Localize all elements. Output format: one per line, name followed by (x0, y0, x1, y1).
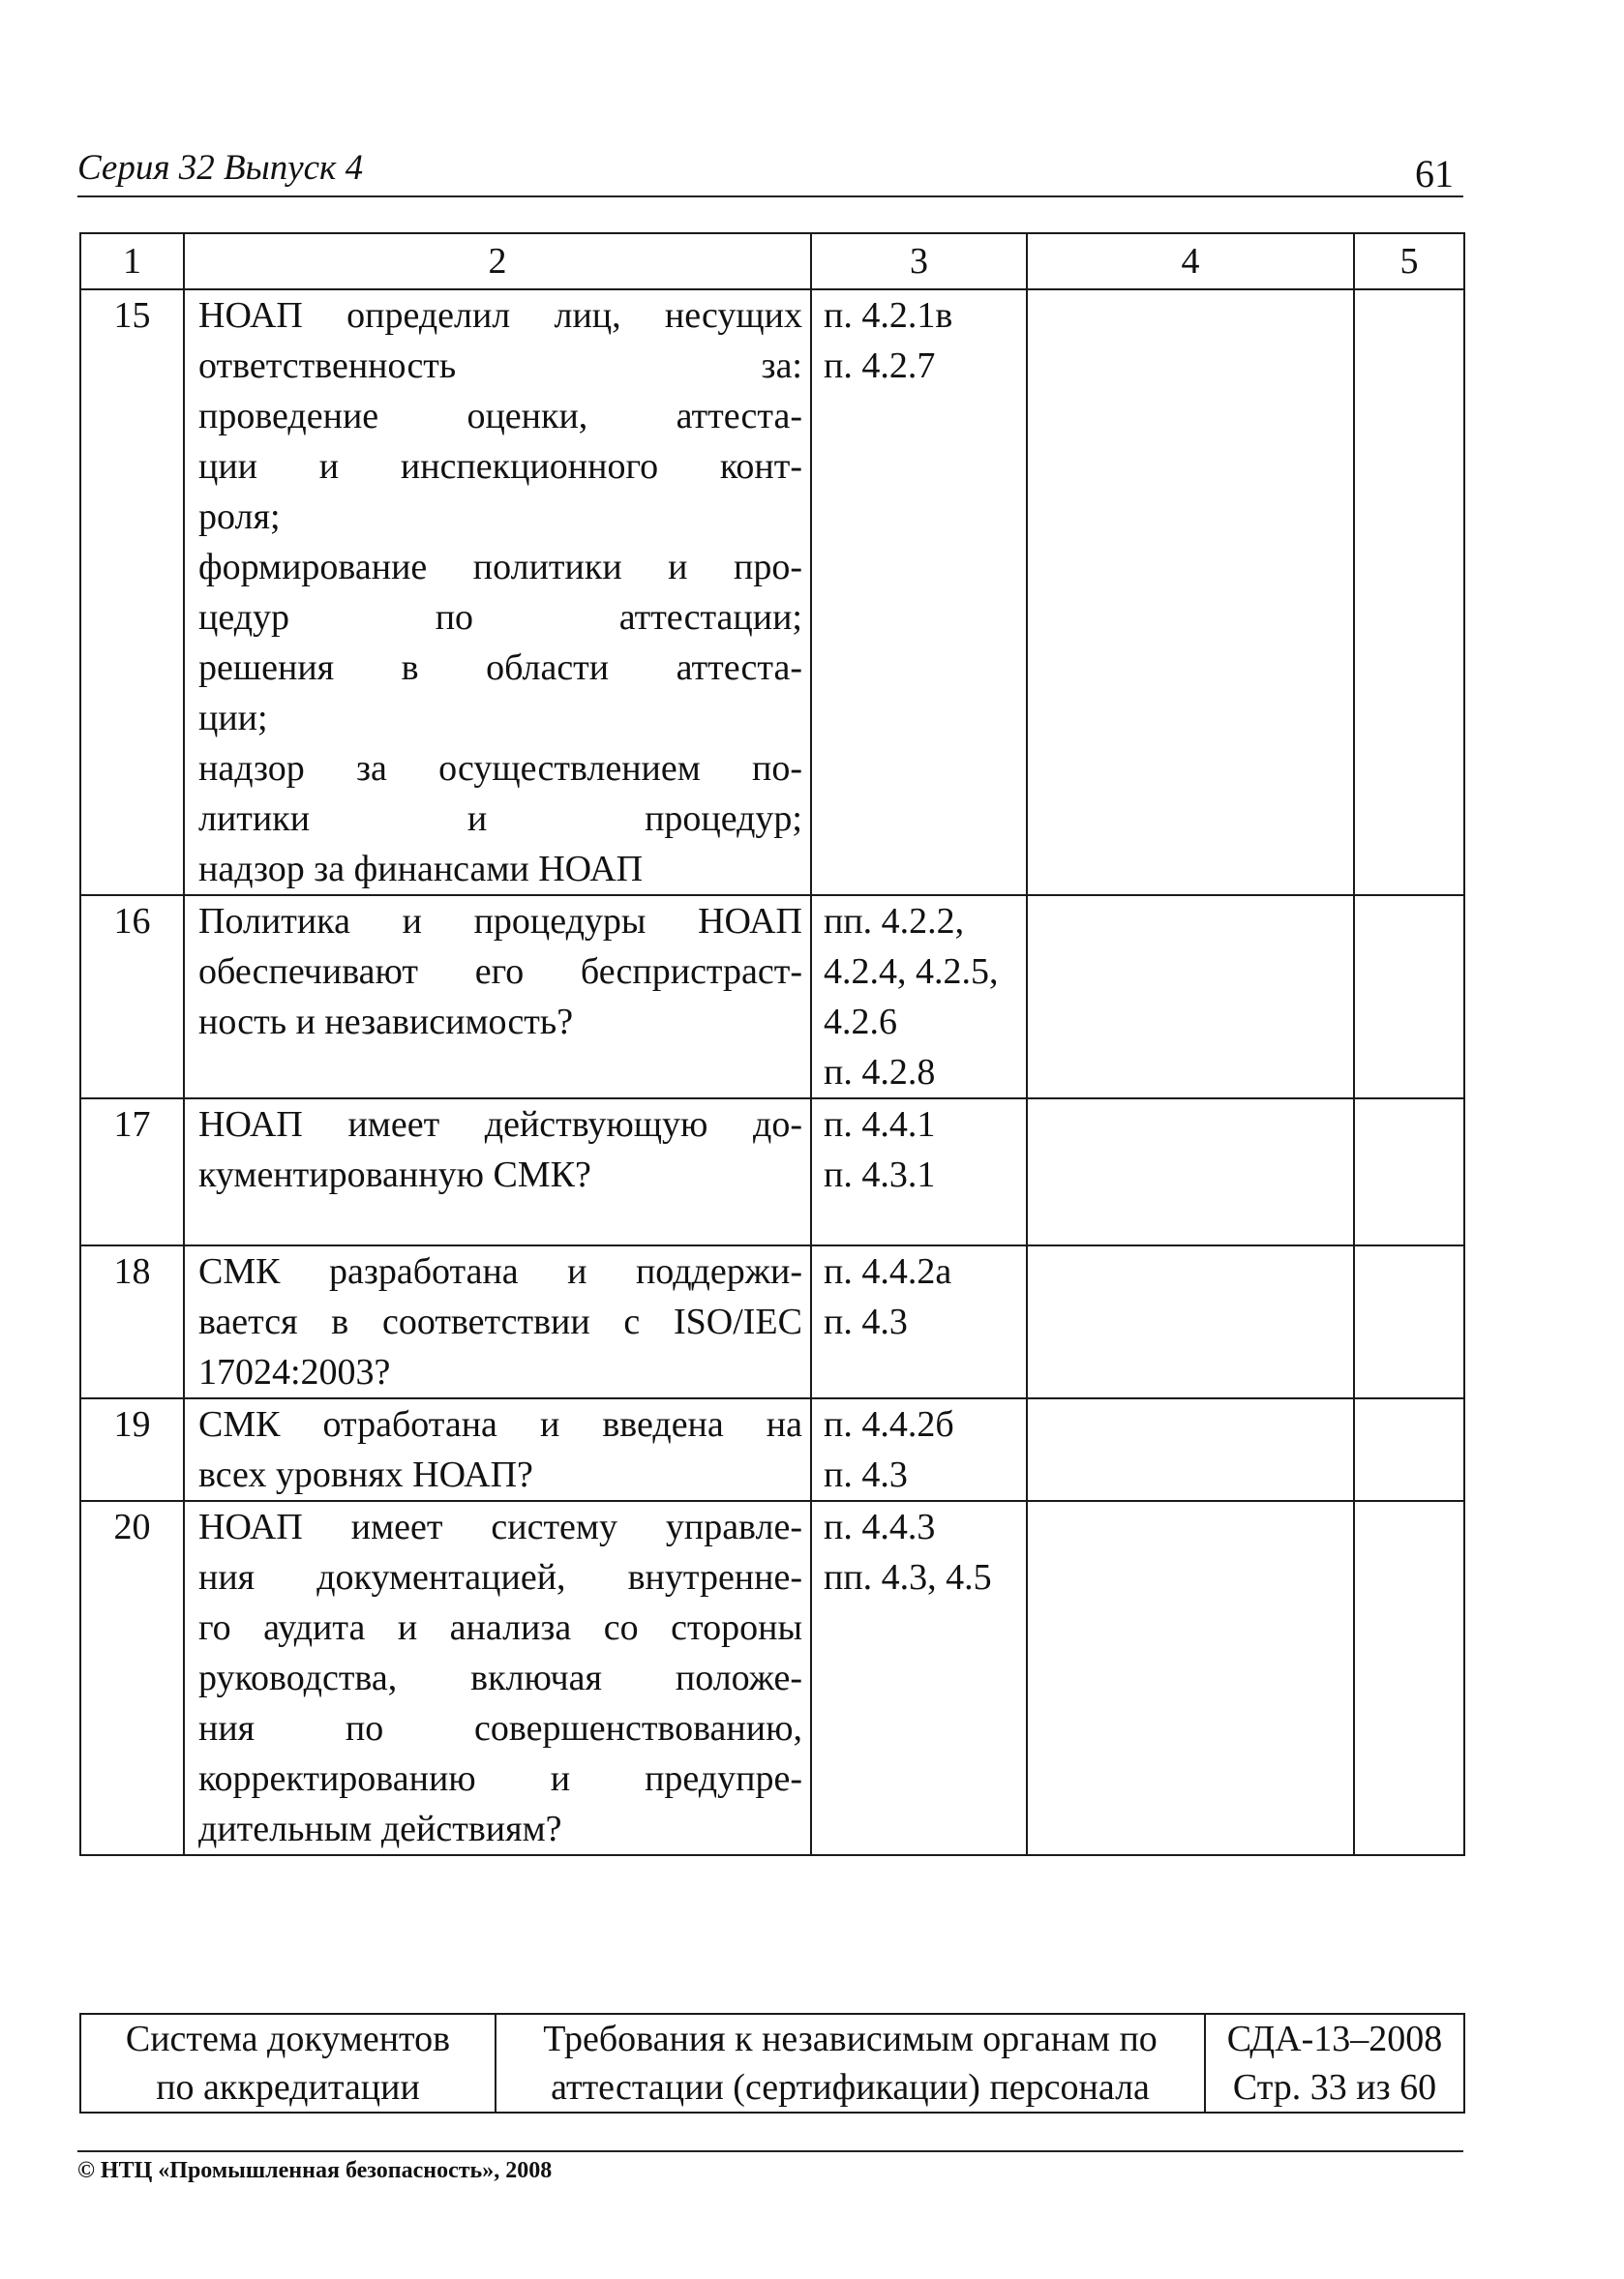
requirement-line: СМК разработана и поддержи- (198, 1251, 802, 1292)
row-number: 19 (80, 1398, 184, 1501)
footer-title-line: аттестации (сертификации) персонала (551, 2067, 1150, 2108)
footer-title-cell (496, 2014, 1205, 2113)
table-row (80, 289, 1464, 895)
document-footer-table (79, 2013, 1465, 2114)
requirement-line: 17024:2003? (198, 1352, 391, 1393)
column-header: 4 (1027, 233, 1354, 289)
empty-cell-col4 (1027, 289, 1354, 895)
series-title: Серия 32 Выпуск 4 (77, 148, 364, 188)
requirement-text (184, 1245, 811, 1398)
requirement-line: руководства, включая положе- (198, 1658, 802, 1698)
requirement-text (184, 1098, 811, 1245)
footer-page-ref: Стр. 33 из 60 (1232, 2067, 1437, 2108)
row-number: 18 (80, 1245, 184, 1398)
requirement-line: роля; (198, 496, 281, 537)
empty-cell-col4 (1027, 1398, 1354, 1501)
footer-system-line: Система документов (125, 2019, 451, 2059)
page-header (77, 145, 1463, 197)
reference-line: п. 4.3.1 (824, 1154, 936, 1195)
footer-code-cell (1205, 2014, 1464, 2113)
empty-cell-col5 (1354, 1398, 1464, 1501)
reference-line: п. 4.4.2б (824, 1404, 954, 1445)
checklist-table (79, 232, 1465, 1856)
empty-cell-col5 (1354, 1098, 1464, 1245)
reference-line: 4.2.6 (824, 1002, 897, 1042)
empty-cell-col4 (1027, 895, 1354, 1098)
requirement-line: ния документацией, внутренне- (198, 1557, 802, 1598)
footer-title-line: Требования к независимым органам по (543, 2019, 1158, 2059)
requirement-line: вается в соответствии с ISO/IEC (198, 1302, 802, 1342)
reference-line: п. 4.4.3 (824, 1507, 936, 1547)
requirement-line: надзор за финансами НОАП (198, 849, 644, 889)
requirement-line: цедур по аттестации; (198, 597, 802, 638)
table-row (80, 895, 1464, 1098)
footer-system-cell (80, 2014, 496, 2113)
standard-reference (811, 895, 1027, 1098)
column-header: 1 (80, 233, 184, 289)
reference-line: п. 4.3 (824, 1302, 908, 1342)
page-number: 61 (1415, 152, 1454, 195)
reference-line: п. 4.4.1 (824, 1104, 936, 1145)
column-header: 3 (811, 233, 1027, 289)
reference-line: пп. 4.3, 4.5 (824, 1557, 992, 1598)
requirement-line: проведение оценки, аттеста- (198, 396, 802, 436)
copyright-notice: © НТЦ «Промышленная безопасность», 2008 (77, 2158, 553, 2183)
requirement-line: надзор за осуществлением по- (198, 748, 802, 789)
empty-cell-col4 (1027, 1501, 1354, 1855)
requirement-line: ции; (198, 698, 268, 738)
footer-system-line: по аккредитации (156, 2067, 420, 2108)
requirement-line: кументированную СМК? (198, 1154, 591, 1195)
empty-cell-col5 (1354, 895, 1464, 1098)
reference-line: п. 4.2.8 (824, 1052, 936, 1093)
standard-reference (811, 1098, 1027, 1245)
empty-cell-col5 (1354, 1501, 1464, 1855)
row-number: 16 (80, 895, 184, 1098)
table-row (80, 1098, 1464, 1245)
reference-line: п. 4.3 (824, 1454, 908, 1495)
empty-cell-col5 (1354, 1245, 1464, 1398)
standard-reference (811, 1245, 1027, 1398)
footer-doc-code: СДА-13–2008 (1226, 2019, 1443, 2059)
requirement-line: корректированию и предупре- (198, 1758, 802, 1799)
requirement-line: всех уровнях НОАП? (198, 1454, 533, 1495)
standard-reference (811, 1398, 1027, 1501)
requirement-line: СМК отработана и введена на (198, 1404, 802, 1445)
requirement-line: ность и независимость? (198, 1002, 574, 1042)
table-row (80, 1501, 1464, 1855)
standard-reference (811, 289, 1027, 895)
requirement-line: го аудита и анализа со стороны (198, 1607, 802, 1648)
requirement-line: НОАП определил лиц, несущих (198, 295, 802, 336)
reference-line: п. 4.2.1в (824, 295, 953, 336)
reference-line: п. 4.4.2а (824, 1251, 952, 1292)
requirement-line: дительным действиям? (198, 1809, 562, 1849)
table-row (80, 1245, 1464, 1398)
requirement-text (184, 895, 811, 1098)
empty-cell-col4 (1027, 1245, 1354, 1398)
reference-line: п. 4.2.7 (824, 345, 936, 386)
reference-line: пп. 4.2.2, (824, 901, 965, 942)
requirement-line: ции и инспекционного конт- (198, 446, 802, 487)
footer-rule (77, 2150, 1463, 2152)
standard-reference (811, 1501, 1027, 1855)
column-header: 5 (1354, 233, 1464, 289)
reference-line: 4.2.4, 4.2.5, (824, 951, 999, 992)
requirement-line: НОАП имеет действующую до- (198, 1104, 802, 1145)
requirement-line: НОАП имеет систему управле- (198, 1507, 802, 1547)
empty-cell-col4 (1027, 1098, 1354, 1245)
table-row (80, 1398, 1464, 1501)
table-header-row (80, 233, 1464, 289)
requirement-line: обеспечивают его беспристраст- (198, 951, 802, 992)
requirement-line: решения в области аттеста- (198, 647, 802, 688)
requirement-line: литики и процедур; (198, 798, 802, 839)
row-number: 17 (80, 1098, 184, 1245)
row-number: 15 (80, 289, 184, 895)
row-number: 20 (80, 1501, 184, 1855)
column-header: 2 (184, 233, 811, 289)
empty-cell-col5 (1354, 289, 1464, 895)
requirement-text (184, 1501, 811, 1855)
requirement-line: формирование политики и про- (198, 547, 802, 587)
requirement-text (184, 1398, 811, 1501)
requirement-line: ответственность за: (198, 345, 802, 386)
requirement-text (184, 289, 811, 895)
requirement-line: Политика и процедуры НОАП (198, 901, 802, 942)
requirement-line: ния по совершенствованию, (198, 1708, 802, 1749)
